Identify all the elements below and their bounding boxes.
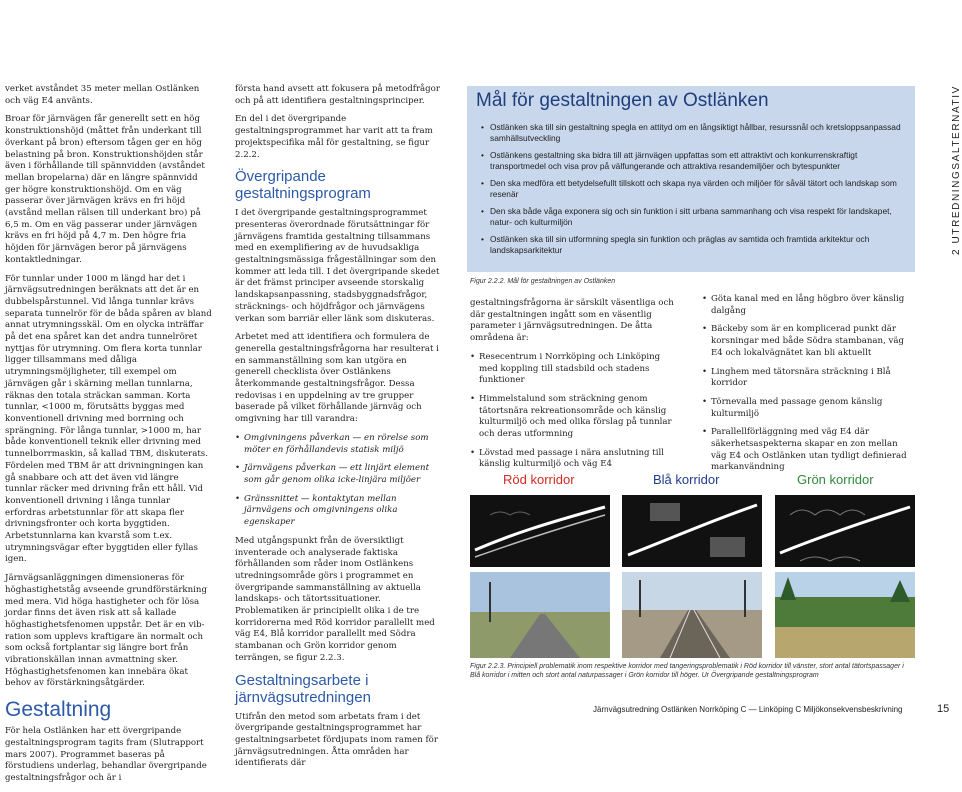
goals-box	[467, 86, 915, 272]
list-item: • Linghem med tätorsnära sträckning i Blå korridor	[702, 367, 914, 390]
section-heading-gestaltningsarbete: Gestaltningsarbete i järnvägsutredningen	[235, 671, 371, 706]
label-red-corridor: Röd korridor	[503, 472, 575, 487]
paragraph: Med utgångspunkt från de översiktligt inventerade och analyserade faktiska förhållanden som råder inom Ostlänkens utredningsområde görs i programmet en övergripande sammanställning av aktuella landskaps- och tätortssituationer. Problematiken är principiellt olika i de tre korridorerna med Röd korridor parallellt med väg E4, Blå korridor parallellt med Södra stambanan och Grön korridor genom terrängen, se figur 2.2.3.	[235, 535, 435, 663]
paragraph: Järnvägsanläggningen dimensioneras för höghastighetståg avseende grundförstärkning med mera. Vid höga hastigheter och för lösa jordar finns det även risk att så kallade höghastighetsfenomen uppstår. Det är en vib-ration som upplevs kraftigare än normalt och som också fortplantar sig längre bort från vibrationskällan innan avmattning sker. Höghastighetsfenomen kan innebära ökat behov av förstärkningsåtgärder.	[5, 573, 207, 689]
label-green-corridor: Grön korridor	[797, 472, 874, 487]
section-heading-gestaltning: Gestaltning	[5, 698, 112, 722]
goal-item: • Ostlänken ska till sin gestaltning spegla en attityd om en långsiktigt hållbar, resurssnål och kretsloppsanpassad samhällsutveckling	[481, 122, 903, 144]
list-item: • Bäckeby som är en komplicerad punkt där korsningar med både Södra stambanan, väg E4 och lokalvägnätet kan bli aktuellt	[702, 324, 914, 359]
goals-list	[481, 122, 903, 256]
column-2	[235, 84, 443, 777]
goal-item: • Den ska medföra ett betydelsefullt tillskott och skapa nya värden och miljöer för såväl tätort och landskap som resenär	[481, 178, 903, 200]
green-corridor-sketch	[775, 495, 915, 567]
goal-item: • Ostlänken ska till sin utformning spegla sin funktion och präglas av samtida och framtida arkitektur och landskapsarkitektur	[481, 234, 903, 256]
column-3	[470, 298, 680, 478]
list-item: • Göta kanal med en lång högbro över känslig dalgång	[702, 294, 914, 317]
paragraph: Broar för järnvägen får generellt sett en hög konstruktionshöjd (måttet från underkant till överkant på bron) eftersom tågen ger en hög belastning på bron. Konstruktionshöjden står även i förhållande till spännvidden (avståndet mellan bropelarna) där en längre spännvidd ger högre konstruktionshöjd. Om en väg passerar över järnvägen krävs en fri höjd (avstånd mellan rälsen till underkant bro) på 6,5 m. Om en väg passerar under järnvägen krävs en fri höjd på 4,7 m. Den högre fria höjden för järnvägen beror på järnvägens kontaktledningar.	[5, 114, 205, 265]
paragraph: Arbetet med att identifiera och formulera de generella gestaltningsfrågorna har resulterat i en sammanställning som kan utgöra en generell checklista över Ostlänkens återkommande gestaltningsfrågor. Dessa redovisas i en uppdelning av tre grupper baserade på vilket förhållande järnväg och omgivning har till varandra:	[235, 332, 439, 425]
blue-corridor-sketch	[622, 495, 762, 567]
corridor-figure-caption: Figur 2.2.3. Principiell problematik inom respektive korridor med tangeringsproblematik i Röd korridor till vänster, stort antal tätortspassager i Blå korridor i mitten och stort antal naturpassager i Grön korridor till höger. Ur Övergripande gestaltningsprogram	[470, 663, 904, 679]
goals-title: Mål för gestaltningen av Ostlänken	[476, 90, 769, 111]
areas-list-2	[702, 294, 914, 474]
page-number: 15	[937, 703, 950, 715]
goals-caption: Figur 2.2.2. Mål för gestaltningen av Ostlänken	[470, 278, 616, 285]
column-1	[5, 84, 213, 792]
red-corridor-photo	[470, 572, 610, 658]
chapter-label: 2 UTREDNINGSALTERNATIV	[951, 85, 962, 255]
goal-item: • Den ska både våga exponera sig och sin funktion i sitt urbana sammanhang och visa respekt för landskapet, natur- och kulturmiljön	[481, 206, 903, 228]
paragraph: En del i det övergripande gestaltningsprogrammet har varit att ta fram projektspecifika mål för gestaltning, se figur 2.2.2.	[235, 114, 433, 160]
list-item: • Järnvägens påverkan — ett linjärt element som går genom olika icke-linjära miljöer	[235, 463, 443, 486]
list-item: • Parallellförläggning med väg E4 där säkerhetsaspekterna skapar en zon mellan väg E4 och Ostlänken utan tydligt definierad markanvändning	[702, 427, 914, 474]
areas-list-1	[470, 352, 680, 471]
list-item: • Gränssnittet — kontaktytan mellan järnvägens och omgivningens olika egenskaper	[235, 494, 443, 529]
red-corridor-sketch	[470, 495, 610, 567]
column-4	[702, 294, 914, 481]
corridor-sketches	[470, 495, 915, 567]
paragraph: För hela Ostlänken har ett övergripande gestaltningsprogram tagits fram (Slutrapport mars 2007). Programmet baseras på förstudiens underlag, behandlar övergripande gestaltningsfrågor och är i	[5, 726, 207, 783]
footer-text: Järnvägsutredning Ostlänken Norrköping C — Linköping C Miljökonsekvensbeskrivning	[593, 705, 903, 714]
paragraph: För tunnlar under 1000 m längd har det i järnvägsutredningen beräknats att det är en dubbelspårstunnel. Vid långa tunnlar krävs separata tunnelrör för de båda spåren av bland annat utrymningsskäl. Om en olycka inträffar på det ena spåret kan det andra tunnelröret nyttjas för utrymning. Om flera korta tunnlar ligger tillsammans med dåliga utrymningsmöjligheter, till exempel om järnvägen går i skärning mellan tunnlarna, räknas den totala sträckan samman. Korta tunnlar, <1000 m, förutsätts byggas med konventionell drivning med borrning och sprängning. För långa tunnlar, >1000 m, har både konventionell teknik eller drivning med tunnelborrmaskin, så kallad TBM, diskuterats. Fördelen med TBM är att drivningningen kan gå snabbare och att det även vid längre tunnlar räcker med drivning från ett håll. Vid konventionell drivning i långa tunnlar erfordras arbetstunnlar för att skapa fler drivningsfronter och korta byggtiden. Arbetstunnlarna kan kvarstå som t.ex. utrymningsvägar efter byggtiden eller fyllas igen.	[5, 273, 212, 565]
influence-list	[235, 433, 443, 529]
corridor-photos	[470, 572, 915, 658]
section-heading-overgripande: Övergripande gestaltningsprogram	[235, 168, 371, 203]
list-item: • Omgivningens påverkan — en rörelse som möter en förhållandevis statisk miljö	[235, 433, 443, 456]
list-item: • Törnevalla med passage genom känslig kulturmiljö	[702, 397, 914, 420]
goal-item: • Ostlänkens gestaltning ska bidra till att järnvägen uppfattas som ett attraktivt och konkurrenskraftigt transportmedel och visa prov på välfungerande och attraktiva resandemiljöer och bytespunkter	[481, 150, 903, 172]
paragraph: gestaltningsfrågorna är särskilt väsentliga och där gestaltningen ingått som en väsentlig parameter i järnvägsutredningen. De åtta områdena är:	[470, 298, 674, 344]
paragraph: första hand avsett att fokusera på metodfrågor och på att identifiera gestaltningsprinciper.	[235, 84, 440, 106]
paragraph: I det övergripande gestaltningsprogrammet presenteras överordnade förutsättningar för järnvägens framtida gestaltning tillsammans med en exemplifiering av de huvudsakliga gestaltningsmässiga frågeställningar som den kommer att leda till. I det övergripande skedet är det främst principer avseende storskalig landskapsanpassning, stadsbyggnadsfrågor, sträcknings- och höjdfrågor och järnvägens verkan som barriär eller länk som diskuteras.	[235, 208, 440, 324]
list-item: • Resecentrum i Norrköping och Linköping med koppling till stadsbild och stadens funktioner	[470, 352, 680, 387]
paragraph: Utifrån den metod som arbetats fram i det övergripande gestaltningsprogrammet har gestaltningsarbetet fördjupats inom ramen för järnvägsutredningen. Åtta områden har identifierats där	[235, 711, 438, 769]
green-corridor-photo	[775, 572, 915, 658]
label-blue-corridor: Blå korridor	[653, 472, 720, 487]
list-item: • Lövstad med passage i nära anslutning till känslig kulturmiljö och väg E4	[470, 448, 680, 471]
paragraph: verket avståndet 35 meter mellan Ostlänken och väg E4 använts.	[5, 84, 200, 106]
blue-corridor-photo	[622, 572, 762, 658]
list-item: • Himmelstalund som sträckning genom tätortsnära rekreationsområde och känslig kulturmiljö och med olika förslag på tunnlar och deras utformning	[470, 394, 680, 441]
